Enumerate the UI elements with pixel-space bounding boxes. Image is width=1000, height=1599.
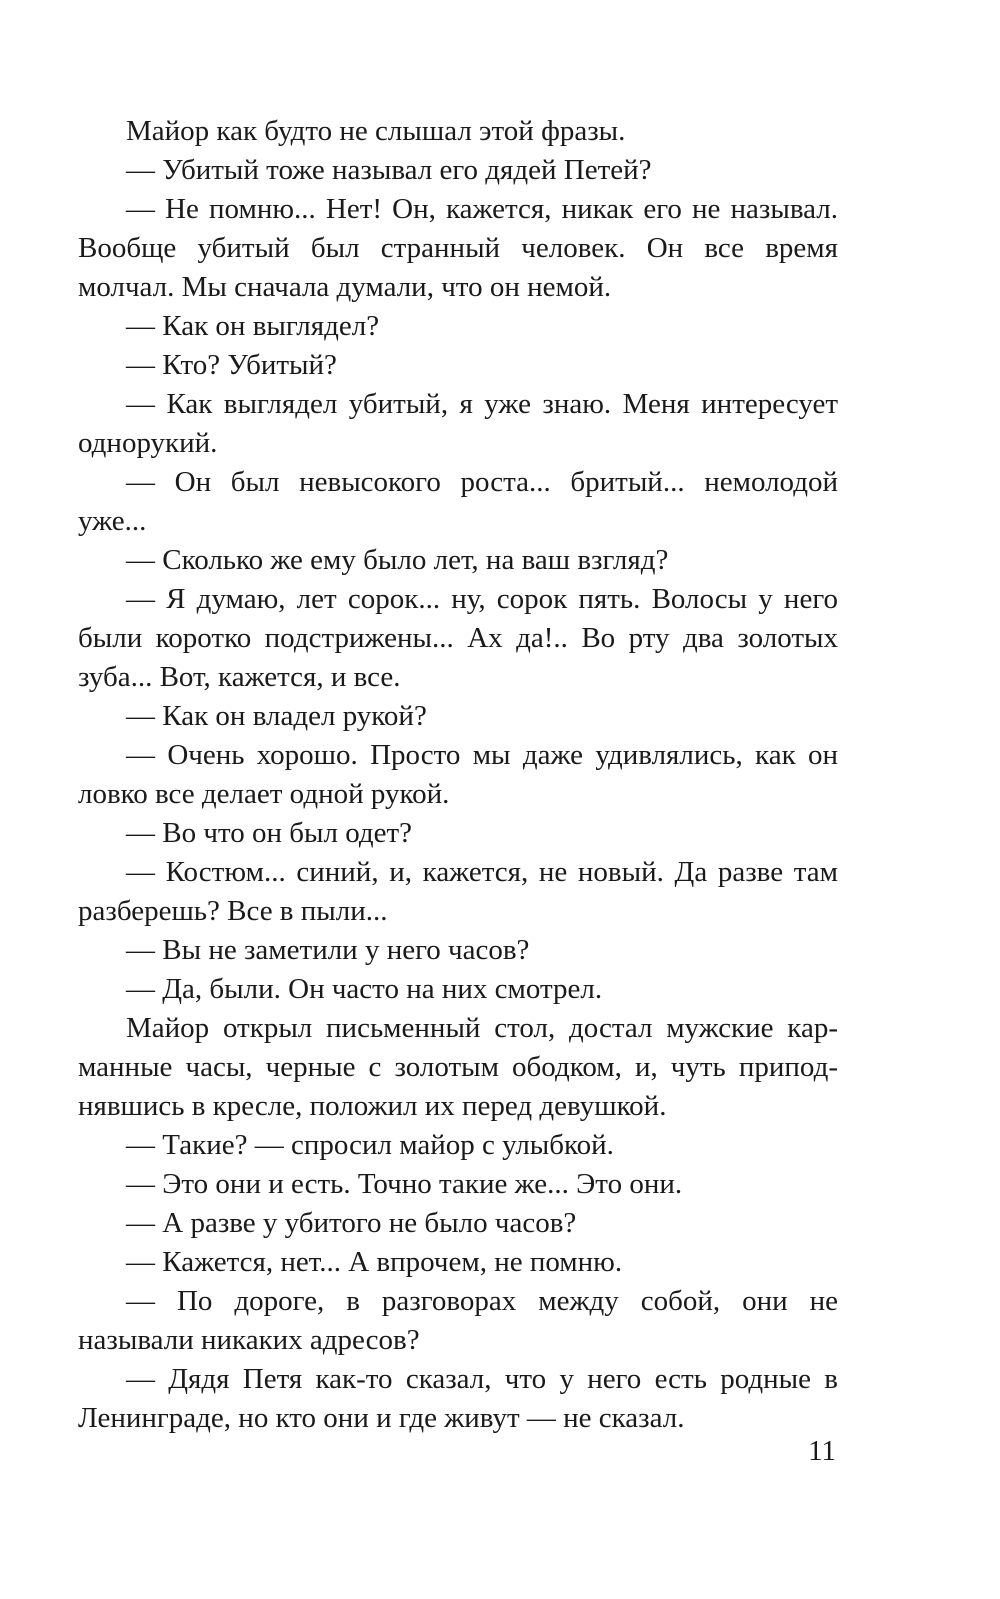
paragraph: — Очень хорошо. Просто мы даже удивлялись, как он ловко все делает одной рукой.: [78, 739, 838, 810]
paragraph: — Такие? — спросил майор с улыбкой.: [126, 1129, 614, 1161]
paragraph: — Кажется, нет... А впрочем, не помню.: [126, 1246, 623, 1278]
paragraph: Майор как будто не слышал этой фразы.: [126, 115, 626, 147]
paragraph: — Он был невысокого роста... бритый... немолодой уже...: [78, 466, 838, 537]
paragraph: — Сколько же ему было лет, на ваш взгляд?: [126, 544, 669, 576]
paragraph: — Вы не заметили у него часов?: [126, 934, 530, 966]
paragraph: — Кто? Убитый?: [126, 349, 337, 381]
page-number: 11: [808, 1435, 836, 1467]
paragraph: — Да, были. Он часто на них смотрел.: [126, 973, 603, 1005]
paragraph: — Это они и есть. Точно такие же... Это они.: [126, 1168, 683, 1200]
paragraph: — Во что он был одет?: [126, 817, 413, 849]
paragraph: — Дядя Петя как-то сказал, что у него есть родные в Ленинграде, но кто они и где живут — не сказал.: [78, 1363, 838, 1434]
paragraph: Майор открыл письменный стол, достал мужские карманные часы, черные с золотым ободком, и, чуть приподнявшись в кресле, положил их перед девушкой.: [78, 1012, 838, 1122]
paragraph: — Как выглядел убитый, я уже знаю. Меня интересует однорукий.: [78, 388, 838, 459]
paragraph: — По дороге, в разговорах между собой, они не называли никаких адресов?: [78, 1285, 838, 1356]
page-text: [78, 112, 838, 1438]
paragraph: — Я думаю, лет сорок... ну, сорок пять. Волосы у него были коротко подстрижены... Ах да!.. Во рту два золотых зуба... Вот, кажется, и все.: [78, 583, 838, 693]
paragraph: — Как он выглядел?: [126, 310, 380, 342]
paragraph: — Не помню... Нет! Он, кажется, никак его не называл. Вообще убитый был странный человек. Он все время молчал. Мы сначала думали, что он немой.: [78, 193, 838, 303]
paragraph: — Как он владел рукой?: [126, 700, 427, 732]
paragraph: — Костюм... синий, и, кажется, не новый. Да разве там разберешь? Все в пыли...: [78, 856, 838, 927]
paragraph: — Убитый тоже называл его дядей Петей?: [126, 154, 652, 186]
paragraph: — А разве у убитого не было часов?: [126, 1207, 577, 1239]
